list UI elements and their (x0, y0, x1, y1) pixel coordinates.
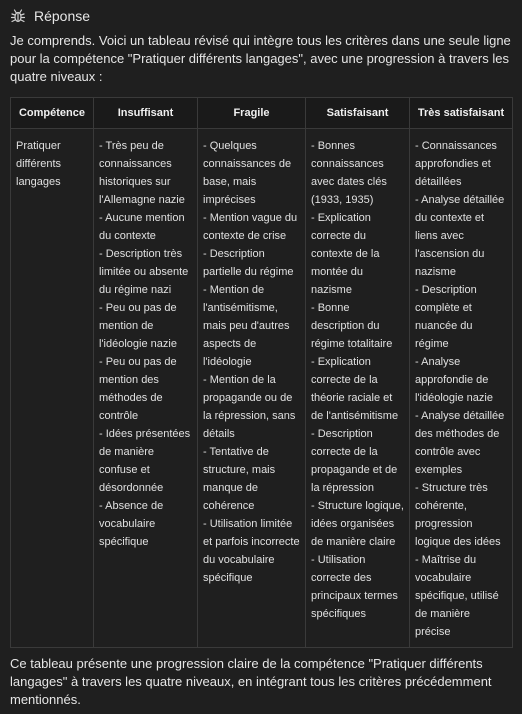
criterion-item: - Description complète et nuancée du régime (415, 284, 477, 350)
criterion-item: - Analyse détaillée du contexte et liens avec l'ascension du nazisme (415, 194, 505, 278)
header-satisfaisant: Satisfaisant (306, 98, 410, 129)
criterion-item: - Structure très cohérente, progression logique des idées (415, 482, 501, 548)
criterion-item: - Aucune mention du contexte (99, 212, 185, 242)
criterion-item: - Mention vague du contexte de crise (203, 212, 298, 242)
criterion-item: - Description partielle du régime (203, 248, 294, 278)
criterion-item: - Très peu de connaissances historiques sur l'Allemagne nazie (99, 140, 185, 206)
competence-cell: Pratiquer différents langages (11, 129, 94, 648)
satisfaisant-cell (306, 129, 410, 648)
criterion-item: - Quelques connaissances de base, mais imprécises (203, 140, 292, 206)
criterion-item: - Connaissances approfondies et détaillées (415, 140, 497, 188)
insuffisant-cell (94, 129, 198, 648)
table-row (11, 129, 513, 648)
criterion-item: - Structure logique, idées organisées de manière claire (311, 500, 404, 548)
table-header-row (11, 98, 513, 129)
bug-logo-icon (10, 8, 26, 24)
criterion-item: - Mention de la propagande ou de la répression, sans détails (203, 374, 296, 440)
criterion-item: - Tentative de structure, mais manque de cohérence (203, 446, 276, 512)
criterion-item: - Peu ou pas de mention de l'idéologie nazie (99, 302, 177, 350)
criterion-item: - Bonnes connaissances avec dates clés (1933, 1935) (311, 140, 387, 206)
header-insuffisant: Insuffisant (94, 98, 198, 129)
criterion-item: - Explication correcte du contexte de la montée du nazisme (311, 212, 380, 296)
criterion-item: - Analyse détaillée des méthodes de contrôle avec exemples (415, 410, 505, 476)
criterion-item: - Mention de l'antisémitisme, mais peu d'autres aspects de l'idéologie (203, 284, 290, 368)
criterion-item: - Idées présentées de manière confuse et désordonnée (99, 428, 191, 494)
header-fragile: Fragile (198, 98, 306, 129)
criteria-table (10, 97, 513, 648)
response-header (10, 6, 90, 26)
criterion-item: - Utilisation limitée et parfois incorrecte du vocabulaire spécifique (203, 518, 300, 584)
criterion-item: - Peu ou pas de mention des méthodes de contrôle (99, 356, 177, 422)
header-tres-satisfaisant: Très satisfaisant (410, 98, 513, 129)
outro-paragraph: Ce tableau présente une progression claire de la compétence "Pratiquer différents langages" à travers les quatre niveaux, en intégrant tous les critères précédemment mentionnés. (10, 656, 492, 707)
criterion-item: - Explication correcte de la théorie raciale et de l'antisémitisme (311, 356, 399, 422)
header-competence: Compétence (11, 98, 94, 129)
criterion-item: - Maîtrise du vocabulaire spécifique, utilisé de manière précise (415, 554, 499, 638)
criterion-item: - Description correcte de la propagande et de la répression (311, 428, 398, 494)
criterion-item: - Absence de vocabulaire spécifique (99, 500, 164, 548)
fragile-cell (198, 129, 306, 648)
intro-paragraph: Je comprends. Voici un tableau révisé qui intègre tous les critères dans une seule ligne pour la compétence "Pratiquer différents langages", avec une progression à travers les quatre niveaux : (10, 33, 511, 84)
criterion-item: - Utilisation correcte des principaux termes spécifiques (311, 554, 398, 620)
criterion-item: - Description très limitée ou absente du régime nazi (99, 248, 189, 296)
tres-satisfaisant-cell (410, 129, 513, 648)
response-title: Réponse (34, 8, 91, 24)
criterion-item: - Analyse approfondie de l'idéologie nazie (415, 356, 493, 404)
criterion-item: - Bonne description du régime totalitaire (311, 302, 393, 350)
